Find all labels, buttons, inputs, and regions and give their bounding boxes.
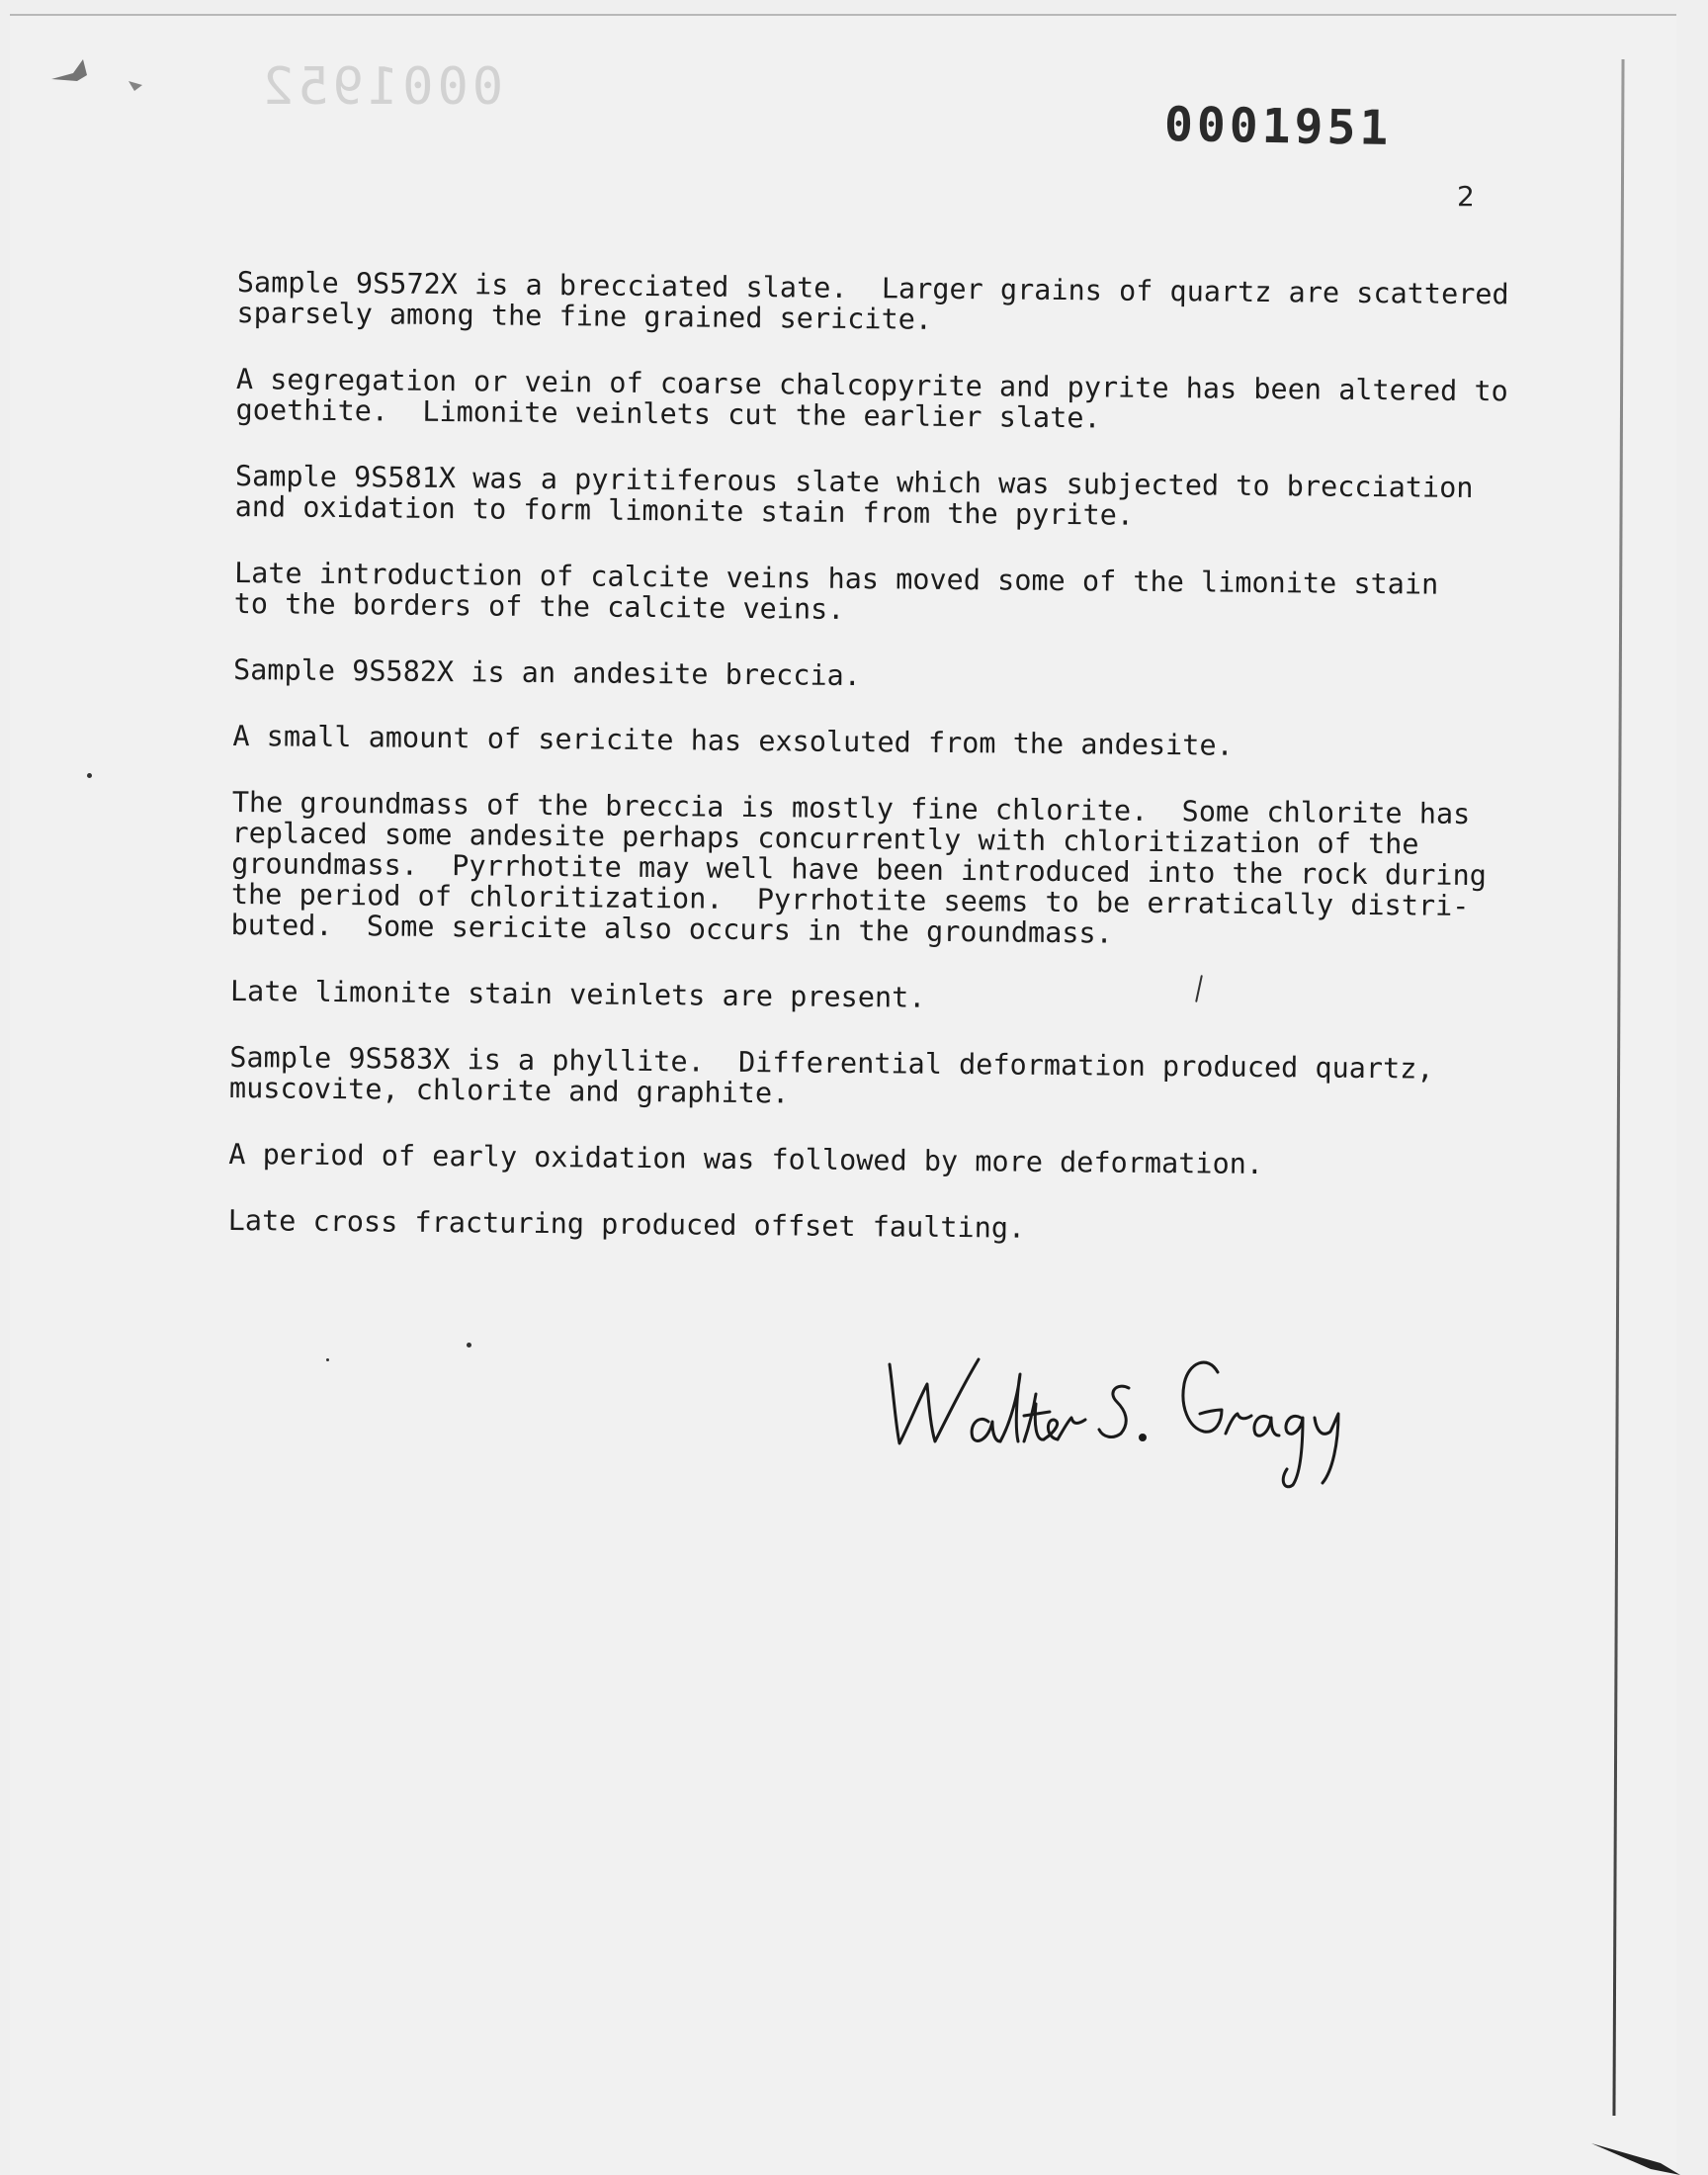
- corner-fold-icon: [1591, 2126, 1680, 2175]
- paragraph-7: The groundmass of the breccia is mostly fine chlorite. Some chlorite has replaced some andesite perhaps concurrently with chloritization of the groundmass. Pyrrhotite may well have been introduced into the rock during the period of chloritization. Pyrrhotite seems to be erratically distri- buted. Some sericite also occurs in the groundmass.: [230, 785, 1488, 950]
- paragraph-6: A small amount of sericite has exsoluted from the andesite.: [232, 719, 1234, 762]
- paragraph-3: Sample 9S581X was a pyritiferous slate which was subjected to brecciation and oxidation to form limonite stain from the pyrite.: [234, 459, 1474, 532]
- paragraph-1: Sample 9S572X is a brecciated slate. Larger grains of quartz are scattered sparsely among the fine grained sericite.: [236, 266, 1509, 336]
- paragraph-5: Sample 9S582X is an andesite breccia.: [232, 652, 862, 693]
- paragraph-8: Late limonite stain veinlets are present.: [229, 974, 926, 1014]
- paragraph-9: Sample 9S583X is a phyllite. Differential deformation produced quartz, muscovite, chlorite and graphite.: [228, 1040, 1434, 1110]
- bleed-through-number: 0001952: [259, 57, 504, 117]
- report-body: [227, 267, 1522, 1283]
- document-stamp-number: 0001951: [1163, 96, 1393, 157]
- paragraph-2: A segregation or vein of coarse chalcopyrite and pyrite has been altered to goethite. Limonite veinlets cut the earlier slate.: [235, 362, 1508, 435]
- speck-mark: [87, 773, 92, 778]
- paragraph-10: A period of early oxidation was followed by more deformation.: [228, 1137, 1264, 1181]
- speck-mark: [467, 1343, 471, 1348]
- speck-mark: [326, 1358, 329, 1361]
- paragraph-4: Late introduction of calcite veins has moved some of the limonite stain to the borders of the calcite veins.: [233, 556, 1439, 626]
- paragraph-11: Late cross fracturing produced offset faulting.: [227, 1203, 1026, 1245]
- corner-smudge-icon: [43, 51, 152, 101]
- page-number: 2: [1457, 180, 1475, 213]
- handwritten-signature: [870, 1315, 1384, 1493]
